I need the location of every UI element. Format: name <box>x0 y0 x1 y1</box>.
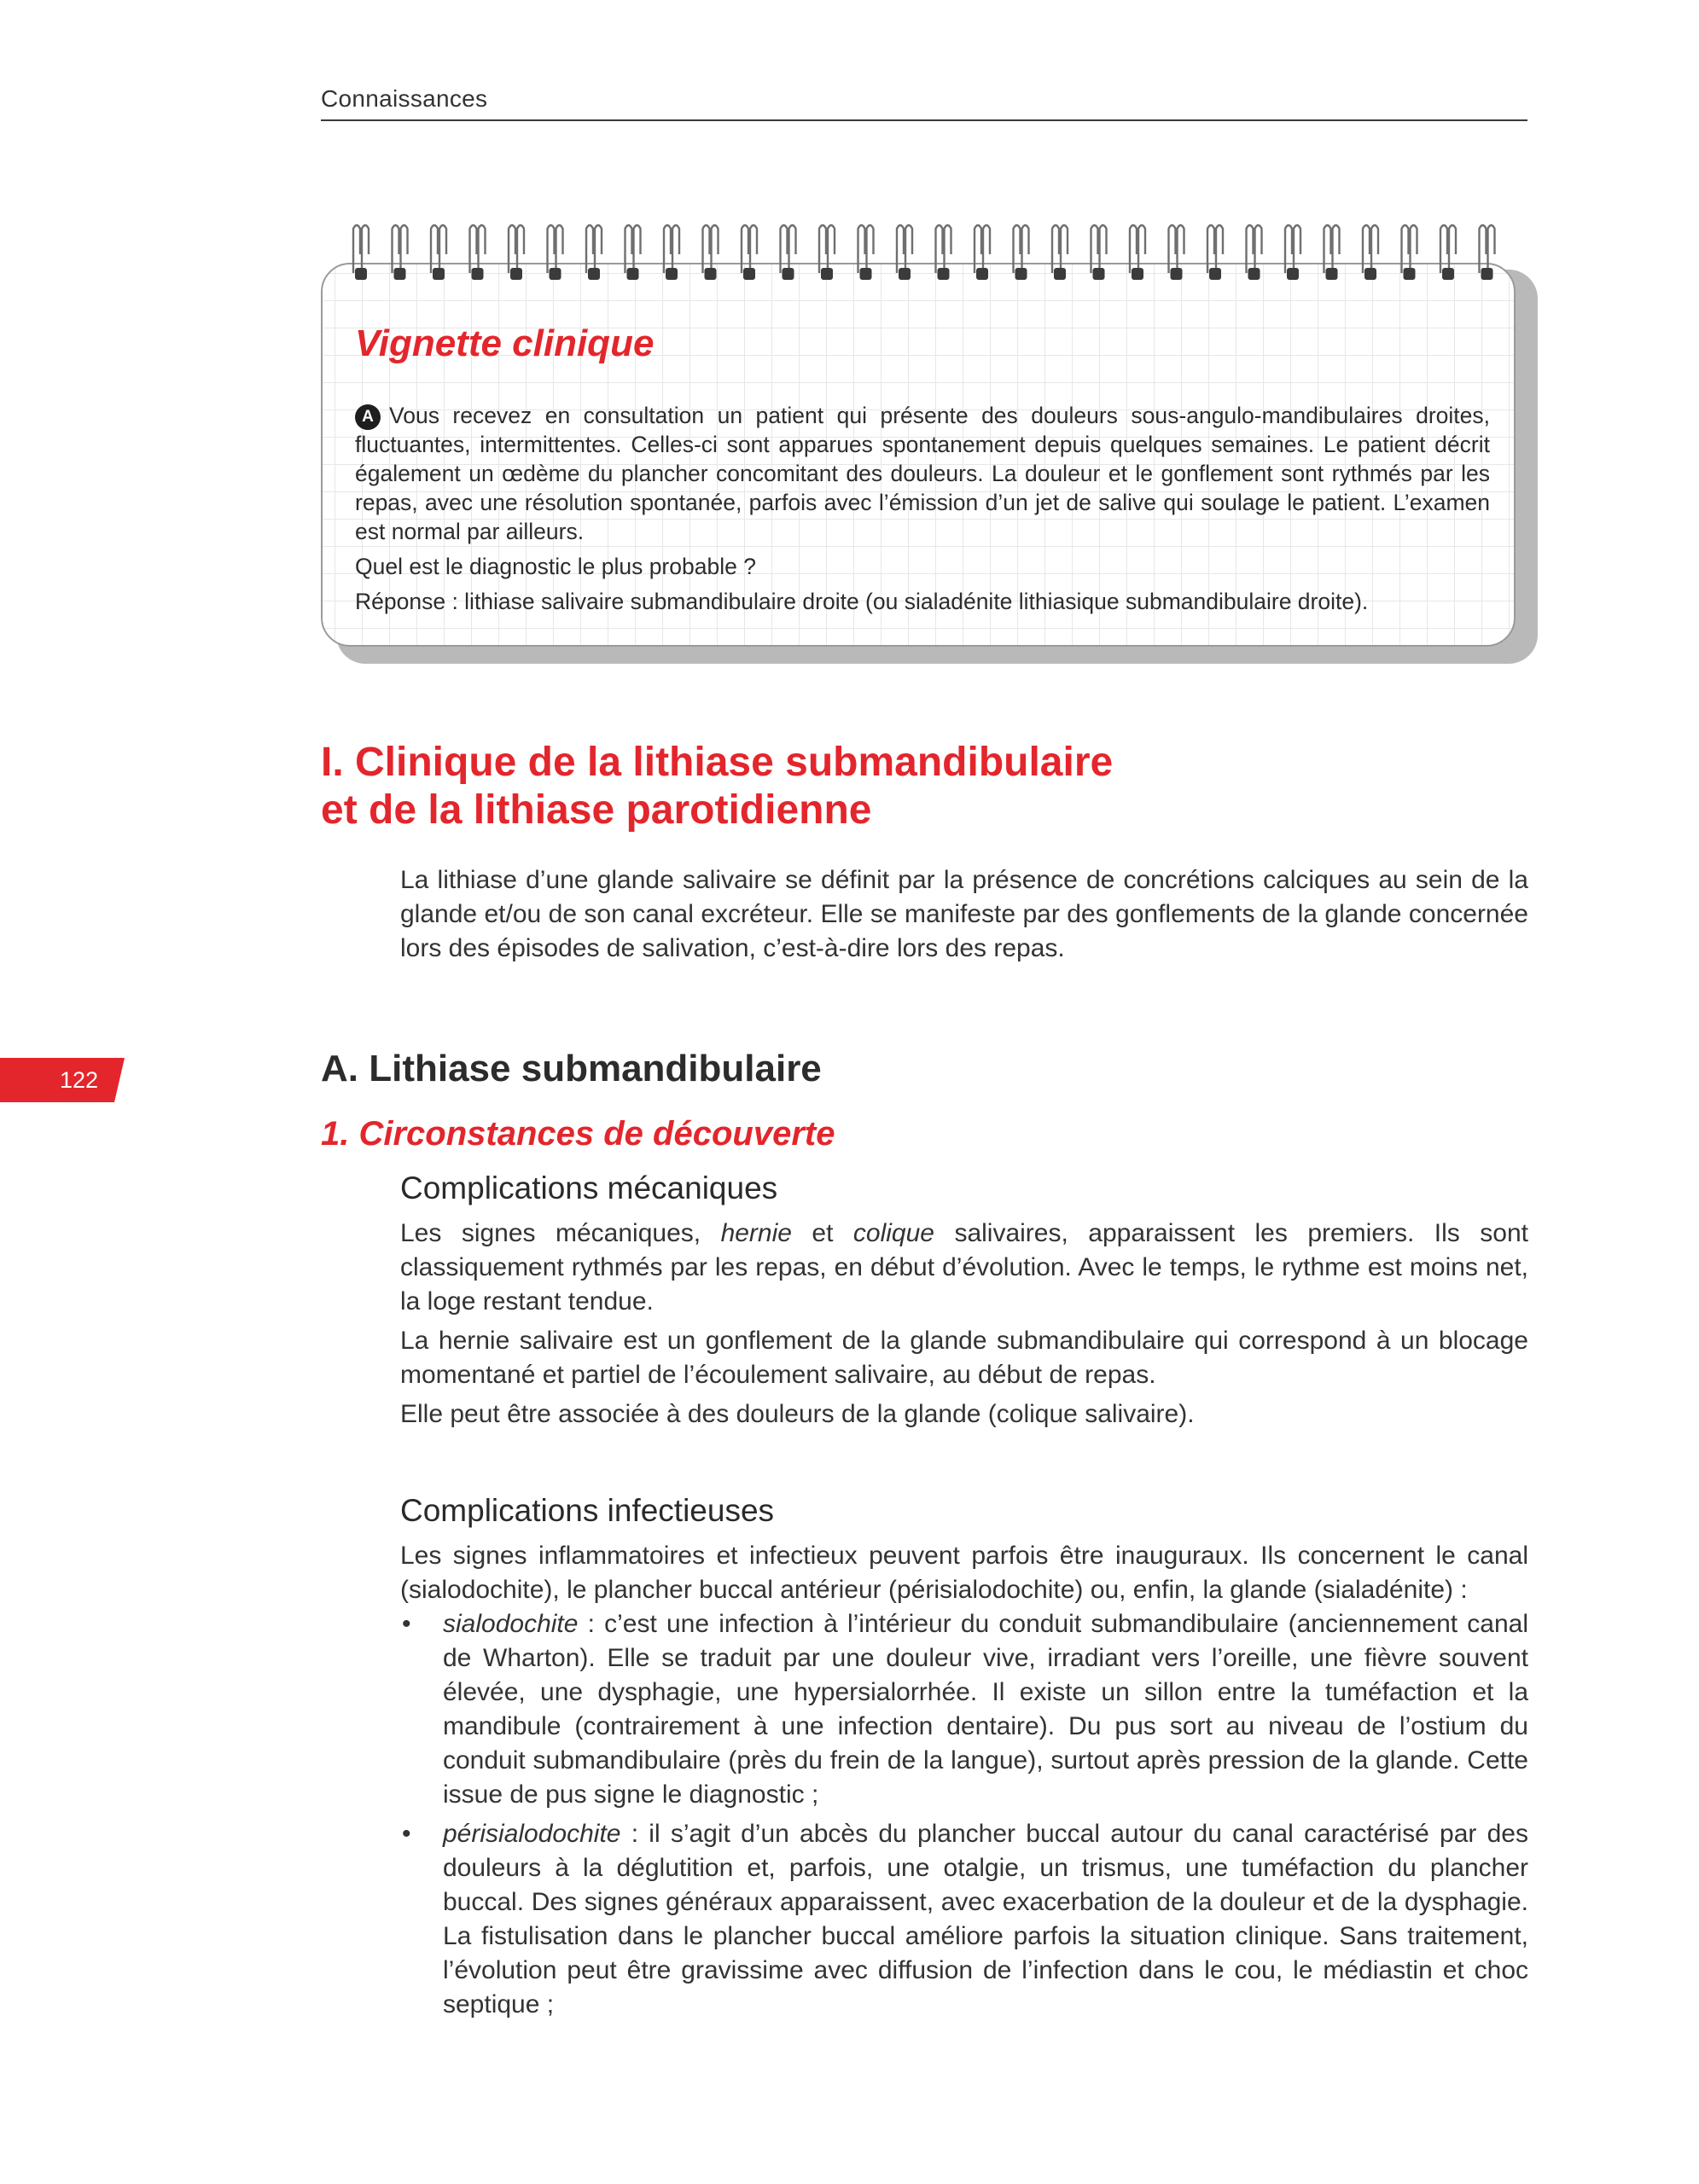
spiral-binding-icon <box>346 220 1507 288</box>
spiral-coil <box>586 225 602 280</box>
mech-p1-text-b: et <box>791 1219 853 1247</box>
term-sialodochite: sialodochite <box>443 1610 579 1638</box>
spiral-coil <box>703 225 719 280</box>
spiral-coil <box>470 225 486 280</box>
spiral-coil <box>393 225 408 280</box>
page-number: 122 <box>60 1067 99 1093</box>
spiral-coil <box>1052 225 1068 280</box>
spiral-coil <box>1207 225 1223 280</box>
spiral-coil <box>1480 225 1495 280</box>
level-a-badge: A <box>355 404 381 430</box>
infectious-complications-body <box>400 1539 1528 2022</box>
spiral-coil <box>1247 225 1262 280</box>
subsubsection-title: 1. Circonstances de découverte <box>321 1115 835 1153</box>
spiral-coil <box>1285 225 1300 280</box>
mechanical-complications-body <box>400 1217 1528 1432</box>
heading-mechanical-complications: Complications mécaniques <box>400 1170 778 1205</box>
list-item-text: : c’est une infection à l’intérieur du conduit submandibulaire (anciennement canal de Wharton). Elle se traduit par une douleur vive, irradiant vers l’oreille, une fièvre souvent élevée, une dysphagie, une hypersialorrhée. Il existe un sillon entre la tuméfaction et la mandibule (contrairement à une infection dentaire). Du pus sort au niveau de l’ostium du conduit submandibulaire (près du frein de la langue), surtout après pression de la glande. Cette issue de pus signe le diagnostic ; <box>443 1610 1528 1809</box>
section-intro-text: La lithiase d’une glande salivaire se définit par la présence de concrétions calciques au sein de la glande et/ou de son canal excréteur. Elle se manifeste par des gonflements de la glande concernée lors des épisodes de salivation, c’est-à-dire lors des repas. <box>400 866 1528 962</box>
spiral-coil <box>858 225 874 280</box>
spiral-coil <box>819 225 835 280</box>
spiral-coil <box>936 225 951 280</box>
spiral-coil <box>353 225 369 280</box>
mech-paragraph-1 <box>400 1217 1528 1319</box>
mech-p1-text-c: salivaires, apparaissent les premiers. Ils sont classiquement rythmés par les repas, en début d’évolution. Avec le temps, le rythme est moins net, la loge restant tendue. <box>400 1219 1528 1316</box>
subsection-title: A. Lithiase submandibulaire <box>321 1048 822 1089</box>
vignette-paragraph-text: Vous recevez en consultation un patient qui présente des douleurs sous-angulo-mandibulaires droites, fluctuantes, intermittentes. Celles-ci sont apparues spontanement depuis quelques semaines. Le patient décrit également un œdème du plancher concomitant des douleurs. La douleur et le gonflement sont rythmés par les repas, avec une résolution spontanée, parfois avec l’émission d’un jet de salive qui soulage le patient. L’examen est normal par ailleurs. <box>355 403 1490 544</box>
running-header-title: Connaissances <box>321 85 488 112</box>
mech-paragraph-2: La hernie salivaire est un gonflement de la glande submandibulaire qui correspond à un blocage momentané et partiel de l’écoulement salivaire, au début de repas. <box>400 1327 1528 1389</box>
section-title-line1: I. Clinique de la lithiase submandibulaire <box>321 740 1114 785</box>
spiral-coil <box>1091 225 1107 280</box>
spiral-coil <box>1440 225 1456 280</box>
infect-intro: Les signes inflammatoires et infectieux peuvent parfois être inauguraux. Ils concernent le canal (sialodochite), le plancher buccal antérieur (périsialodochite) ou, enfin, la glande (sialadénite) : <box>400 1542 1528 1604</box>
infection-list <box>400 1607 1528 2022</box>
section-intro <box>400 863 1528 966</box>
term-hernie: hernie <box>720 1219 792 1247</box>
vignette-notebook <box>321 220 1527 664</box>
spiral-coil <box>781 225 796 280</box>
mech-paragraph-3: Elle peut être associée à des douleurs de la glande (colique salivaire). <box>400 1400 1195 1428</box>
vignette-paragraph <box>355 401 1490 546</box>
term-perisialodochite: périsialodochite <box>443 1820 621 1848</box>
spiral-coil <box>625 225 641 280</box>
list-item-text: : il s’agit d’un abcès du plancher buccal autour du canal caractérisé par des douleurs à la déglutition et, parfois, une otalgie, un trismus, une tuméfaction du plancher buccal. Des signes généraux apparaissent, avec exacerbation de la douleur et de la dysphagie. La fistulisation dans le plancher buccal améliore parfois la situation clinique. Sans traitement, l’évolution peut être gravissime avec diffusion de l’infection dans le cou, le médiastin et choc septique ; <box>443 1820 1528 2018</box>
spiral-coil <box>742 225 757 280</box>
spiral-coil <box>1130 225 1145 280</box>
spiral-coil <box>664 225 679 280</box>
vignette-answer: Réponse : lithiase salivaire submandibulaire droite (ou sialadénite lithiasique submandibulaire droite). <box>355 589 1369 614</box>
vignette-title: Vignette clinique <box>355 322 655 364</box>
spiral-coil <box>1169 225 1184 280</box>
spiral-coil <box>548 225 563 280</box>
notebook-page <box>321 263 1516 647</box>
mech-p1-text-a: Les signes mécaniques, <box>400 1219 721 1247</box>
spiral-coil <box>1402 225 1417 280</box>
spiral-coil <box>975 225 990 280</box>
spiral-coil <box>1014 225 1029 280</box>
spiral-coil <box>1324 225 1340 280</box>
term-colique: colique <box>852 1219 934 1247</box>
page-number-tab <box>0 1058 125 1102</box>
list-item <box>400 1817 1528 2022</box>
vignette-body <box>355 401 1490 616</box>
section-title-line2: et de la lithiase parotidienne <box>321 787 872 833</box>
spiral-coil <box>509 225 524 280</box>
vignette-question: Quel est le diagnostic le plus probable ? <box>355 554 756 579</box>
list-item <box>400 1607 1528 1812</box>
spiral-coil <box>431 225 446 280</box>
section-title <box>321 739 1113 834</box>
spiral-coil <box>1363 225 1378 280</box>
running-header <box>321 85 1527 121</box>
heading-infectious-complications: Complications infectieuses <box>400 1493 775 1528</box>
spiral-coil <box>897 225 912 280</box>
